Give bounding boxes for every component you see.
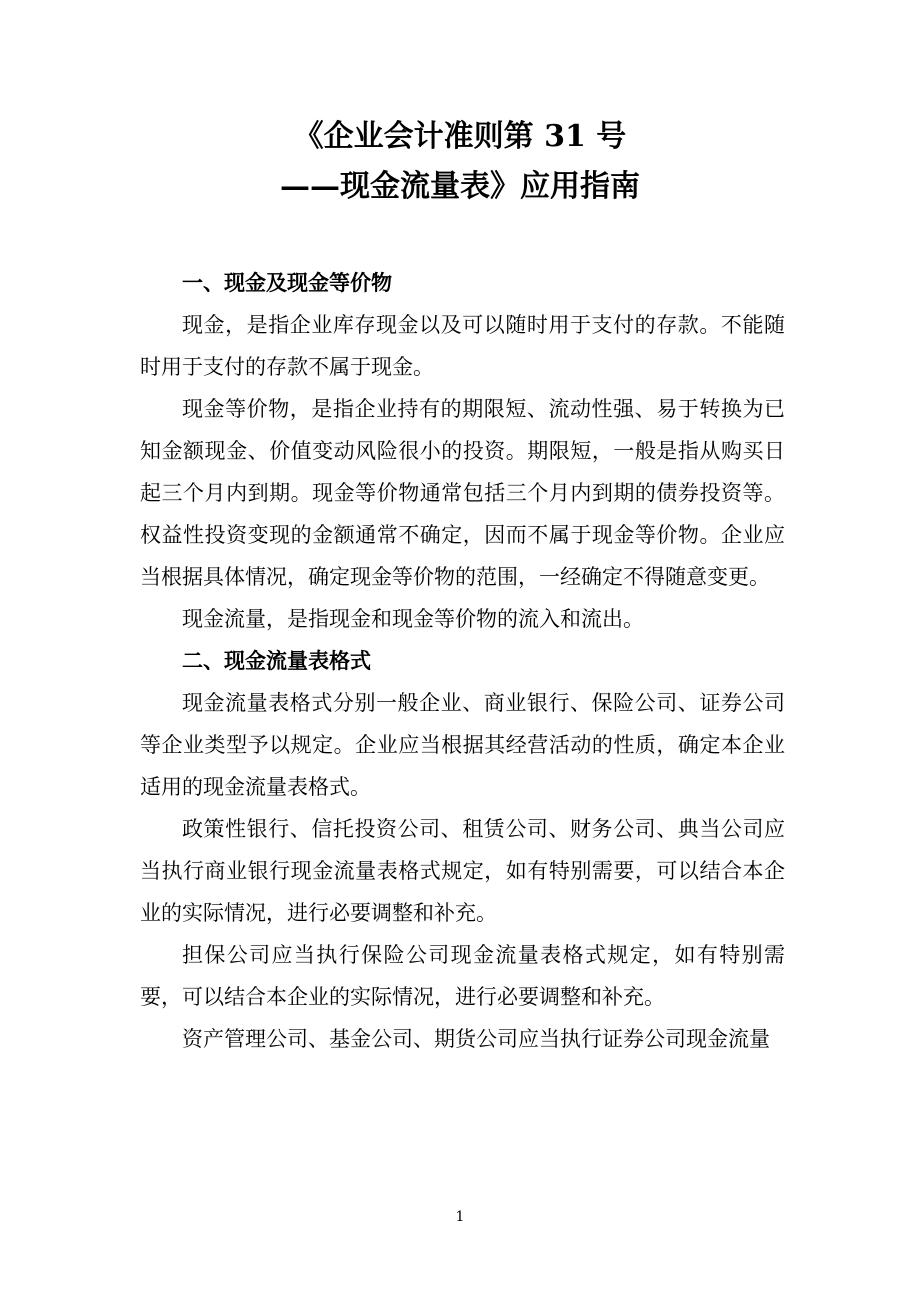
paragraph-guarantee-companies: 担保公司应当执行保险公司现金流量表格式规定，如有特别需要，可以结合本企业的实际情况，进行必要调整和补充。 [140,943,785,1009]
section-heading-cash-equivalents: 一、现金及现金等价物 [182,270,392,295]
document-title-line-1: 《企业会计准则第 31 号 [293,119,627,154]
page-number: 1 [455,1209,465,1225]
paragraph-asset-management-companies: 资产管理公司、基金公司、期货公司应当执行证券公司现金流量 [182,1027,770,1051]
section-heading-statement-format: 二、现金流量表格式 [182,648,371,673]
paragraph-cash-equivalents-definition: 现金等价物，是指企业持有的期限短、流动性强、易于转换为已知金额现金、价值变动风险很小的投资。期限短，一般是指从购买日起三个月内到期。现金等价物通常包括三个月内到期的债券投资等。权益性投资变现的金额通常不确定，因而不属于现金等价物。企业应当根据具体情况，确定现金等价物的范围，一经确定不得随意变更。 [140,397,785,589]
paragraph-cash-definition: 现金，是指企业库存现金以及可以随时用于支付的存款。不能随时用于支付的存款不属于现金。 [140,313,785,379]
paragraph-cash-flow-definition: 现金流量，是指现金和现金等价物的流入和流出。 [182,607,644,631]
document-body [140,262,785,1060]
document-title-line-2: ——现金流量表》应用指南 [280,169,640,204]
paragraph-format-by-enterprise-type: 现金流量表格式分别一般企业、商业银行、保险公司、证券公司等企业类型予以规定。企业应当根据其经营活动的性质，确定本企业适用的现金流量表格式。 [140,691,785,799]
paragraph-policy-banks: 政策性银行、信托投资公司、租赁公司、财务公司、典当公司应当执行商业银行现金流量表格式规定，如有特别需要，可以结合本企业的实际情况，进行必要调整和补充。 [140,817,785,925]
